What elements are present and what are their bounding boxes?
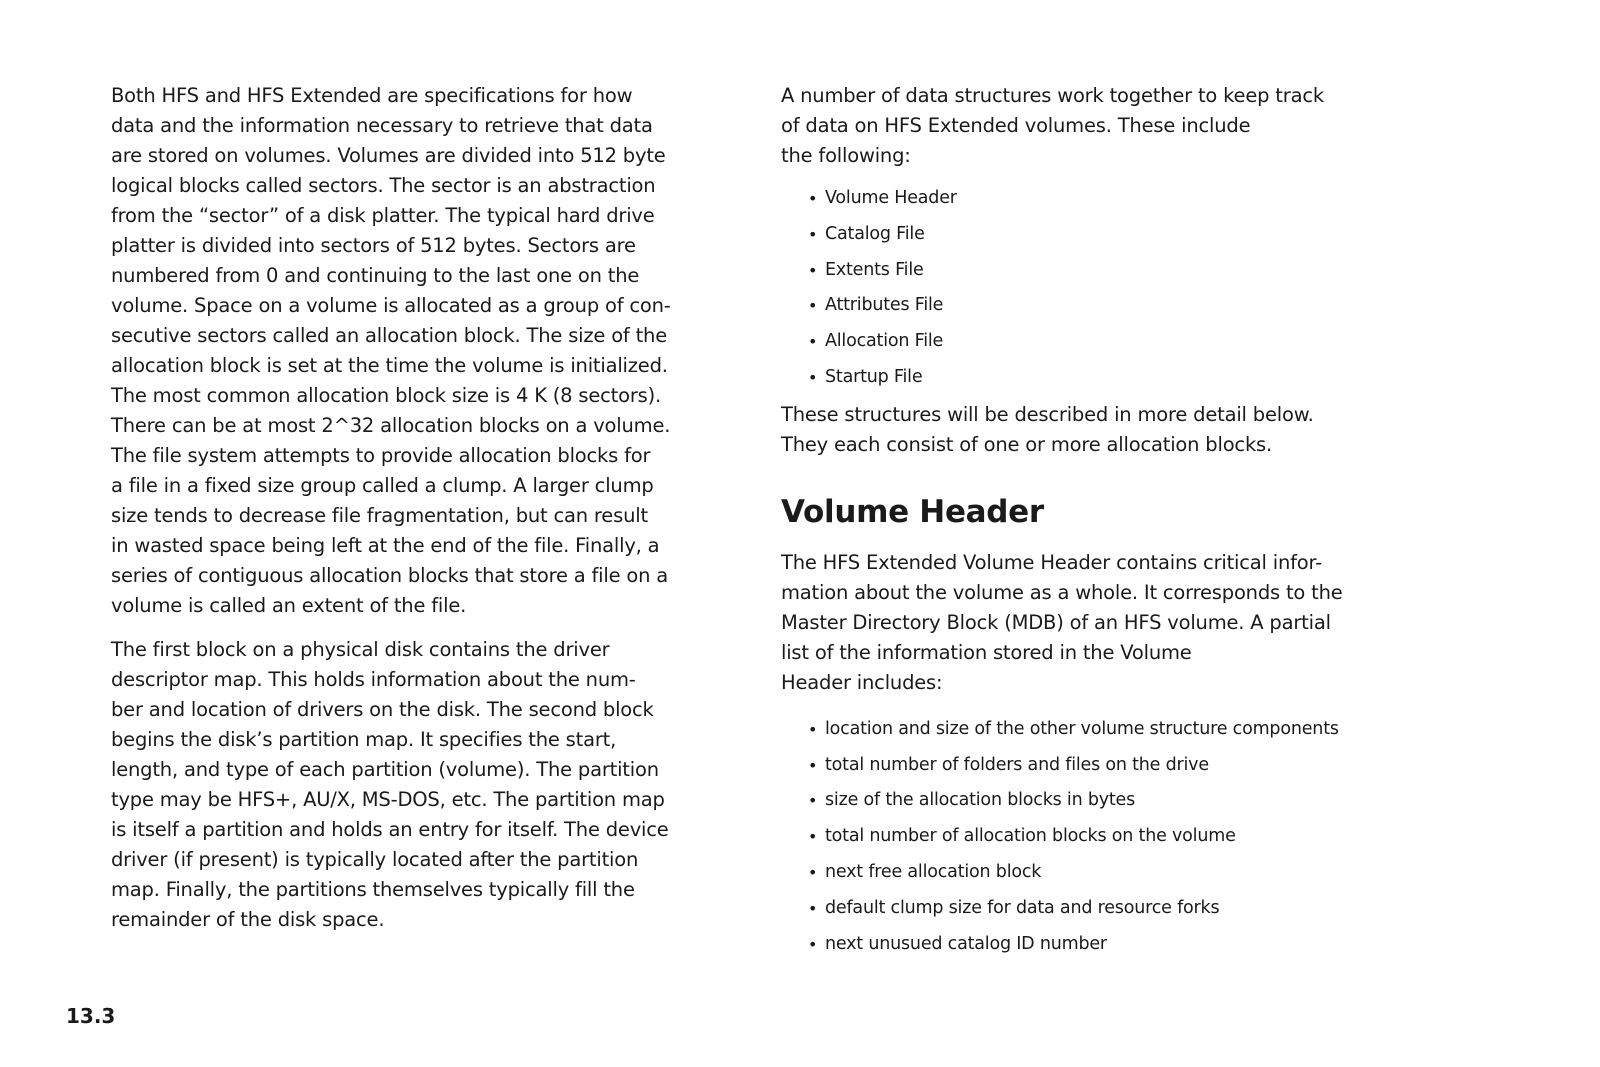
list-item: • total number of folders and files on the drive <box>808 748 1381 784</box>
bullet-icon: • <box>808 296 818 316</box>
bullet-icon: • <box>808 719 818 739</box>
bullet-icon: • <box>808 189 818 208</box>
page-number: 13.3 <box>66 1004 116 1028</box>
section-heading: Volume Header <box>781 493 1044 530</box>
list-item: • next free allocation block <box>808 855 1381 891</box>
data-structures-intro: A number of data structures work together to keep track of data on HFS Extended volumes. These include the following: <box>781 84 1324 167</box>
bullet-icon: • <box>808 791 818 811</box>
structures-summary: These structures will be described in more detail below. They each consist of one or more allocation blocks. <box>781 402 1314 456</box>
volume-header-paragraph: The HFS Extended Volume Header contains critical infor- mation about the volume as a whole. It corresponds to the Master Directory Block (MDB) of an HFS volume. A partial list of the information stored in the Volume Header includes: <box>781 550 1343 694</box>
sectors-paragraph: Both HFS and HFS Extended are specifications for how data and the information necessary to retrieve that data are stored on volumes. Volumes are divided into 512 byte logical blocks called sectors. The sector is an abstraction from the “sector” of a disk platter. The typical hard drive platter is divided into sectors of 512 bytes. Sectors are numbered from 0 and continuing to the last one on the volume. Space on a volume is allocated as a group of con- secutive sectors called an allocation block. The size of the allocation block is set at the time the volume is initialized. The most common allocation block size is 4 K (8 sectors). There can be at most 2^32 allocation blocks on a volume. The file system attempts to provide allocation blocks for a file in a fixed size group called a clump. A larger clump size tends to decrease file fragmentation, but can result in wasted space being left at the end of the file. Finally, a series of contiguous allocation blocks that store a file on a volume is called an extent of the file. <box>111 84 671 617</box>
list-item: • Startup File <box>808 360 1381 396</box>
list-item: • Allocation File <box>808 324 1381 360</box>
bullet-icon: • <box>808 934 818 954</box>
list-item: • next unusued catalog ID number <box>808 927 1381 963</box>
bullet-icon: • <box>808 332 818 352</box>
list-item: • Volume Header <box>808 181 1381 217</box>
volume-header-list <box>781 712 1381 963</box>
bullet-icon: • <box>808 260 818 280</box>
list-item: • Extents File <box>808 253 1381 289</box>
list-item: • Attributes File <box>808 288 1381 324</box>
bullet-icon: • <box>808 827 818 847</box>
list-item: • default clump size for data and resource forks <box>808 891 1381 927</box>
list-item: • location and size of the other volume structure components <box>808 712 1381 748</box>
bullet-icon: • <box>808 898 818 918</box>
partition-map-paragraph: The first block on a physical disk contains the driver descriptor map. This holds information about the num- ber and location of drivers on the disk. The second block begins the disk’s partition map. It specifies the start, length, and type of each partition (volume). The partition type may be HFS+, AU/X, MS-DOS, etc. The partition map is itself a partition and holds an entry for itself. The device driver (if present) is typically located after the partition map. Finally, the partitions themselves typically fill the remainder of the disk space. <box>111 638 669 931</box>
structures-list <box>781 181 1381 396</box>
bullet-icon: • <box>808 862 818 882</box>
right-column <box>781 81 1381 962</box>
bullet-icon: • <box>808 224 818 244</box>
bullet-icon: • <box>808 755 818 775</box>
left-column <box>111 81 711 935</box>
bullet-icon: • <box>808 367 818 387</box>
list-item: • Catalog File <box>808 217 1381 253</box>
list-item: • size of the allocation blocks in bytes <box>808 783 1381 819</box>
list-item: • total number of allocation blocks on the volume <box>808 819 1381 855</box>
